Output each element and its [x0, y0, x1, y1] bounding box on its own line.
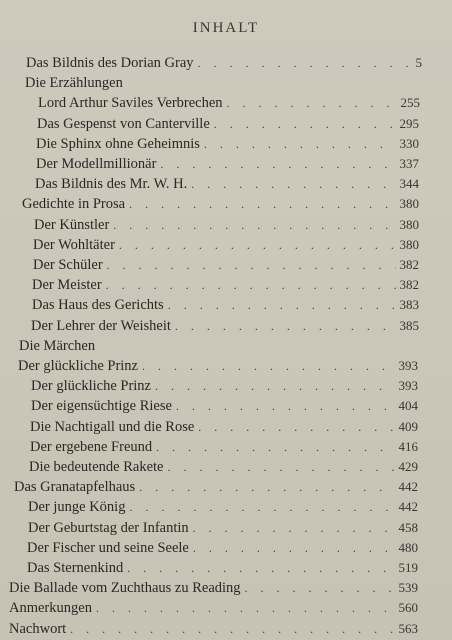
leader-dots [227, 94, 397, 112]
leader-dots [204, 135, 396, 153]
entry-title: Lord Arthur Saviles Verbrechen [38, 95, 223, 111]
entry-page: 255 [400, 95, 420, 110]
entry-title: Die Märchen [19, 338, 96, 354]
toc-entry[interactable] [38, 94, 420, 112]
entry-title: Die bedeutende Rakete [29, 459, 164, 475]
toc-entry[interactable] [14, 478, 418, 496]
entry-page: 458 [398, 520, 418, 535]
entry-page: 560 [398, 600, 418, 615]
entry-page: 330 [399, 136, 419, 151]
entry-page: 519 [398, 560, 418, 575]
leader-dots [70, 620, 394, 638]
entry-page: 5 [415, 55, 422, 70]
entry-title: Der Schüler [33, 257, 103, 273]
leader-dots [245, 579, 395, 597]
toc-entry[interactable] [22, 195, 419, 213]
toc-entry[interactable] [37, 115, 419, 133]
leader-dots [214, 115, 396, 133]
entry-page: 337 [399, 156, 419, 171]
entry-title: Der glückliche Prinz [18, 358, 138, 374]
entry-page: 295 [399, 116, 419, 131]
entry-title: Der Fischer und seine Seele [27, 540, 189, 556]
leader-dots [129, 195, 395, 213]
toc-entry[interactable] [9, 579, 418, 597]
toc-entry[interactable] [36, 155, 419, 173]
entry-title: Nachwort [9, 621, 67, 637]
toc-entry[interactable] [31, 377, 418, 395]
leader-dots [155, 377, 395, 395]
entry-page: 382 [399, 257, 419, 272]
toc-entry[interactable] [33, 236, 419, 254]
toc-entry[interactable] [27, 539, 418, 557]
leader-dots [127, 559, 394, 577]
leader-dots [160, 155, 395, 173]
entry-page: 383 [399, 297, 419, 312]
leader-dots [198, 54, 412, 72]
toc-entry[interactable] [28, 498, 418, 516]
entry-page: 344 [399, 176, 419, 191]
leader-dots [139, 478, 394, 496]
entry-page: 429 [398, 459, 418, 474]
entry-page: 385 [399, 318, 419, 333]
entry-page: 563 [398, 621, 418, 636]
toc-entry[interactable] [30, 418, 418, 436]
entry-title: Das Bildnis des Mr. W. H. [35, 176, 188, 192]
entry-title: Die Nachtigall und die Rose [30, 419, 195, 435]
leader-dots [113, 216, 395, 234]
toc-entry[interactable] [35, 175, 419, 193]
entry-title: Die Sphinx ohne Geheimnis [36, 136, 200, 152]
leader-dots [129, 498, 394, 516]
leader-dots [193, 519, 395, 537]
entry-title: Der eigensüchtige Riese [31, 398, 172, 414]
toc-entry[interactable] [32, 276, 419, 294]
entry-page: 380 [399, 237, 419, 252]
leader-dots [193, 539, 395, 557]
entry-title: Gedichte in Prosa [22, 196, 126, 212]
leader-dots [119, 236, 396, 254]
toc-entry[interactable] [19, 337, 418, 355]
leader-dots [96, 599, 395, 617]
entry-page: 404 [398, 398, 418, 413]
leader-dots [106, 276, 396, 294]
toc-entry[interactable] [34, 216, 419, 234]
entry-title: Das Bildnis des Dorian Gray [26, 55, 194, 71]
entry-title: Der Lehrer der Weisheit [31, 318, 171, 334]
toc-entry[interactable] [31, 397, 418, 415]
entry-title: Der Meister [32, 277, 102, 293]
entry-title: Der Künstler [34, 217, 110, 233]
entry-title: Das Gespenst von Canterville [37, 116, 210, 132]
entry-page: 416 [398, 439, 418, 454]
toc-entry[interactable] [27, 559, 418, 577]
entry-page: 442 [398, 499, 418, 514]
entry-page: 380 [399, 217, 419, 232]
leader-dots [156, 438, 394, 456]
contents-heading: INHALT [192, 20, 260, 36]
toc-entry[interactable] [18, 357, 418, 375]
toc-entry[interactable] [31, 317, 419, 335]
toc-entry[interactable] [28, 519, 418, 537]
entry-page: 442 [398, 479, 418, 494]
entry-page: 393 [398, 358, 418, 373]
leader-dots [167, 458, 394, 476]
leader-dots [142, 357, 395, 375]
entry-title: Die Erzählungen [25, 75, 123, 91]
leader-dots [168, 296, 396, 314]
entry-title: Der Modellmillionär [36, 156, 157, 172]
entry-page: 539 [398, 580, 418, 595]
entry-title: Anmerkungen [9, 600, 92, 616]
entry-page: 480 [398, 540, 418, 555]
leader-dots [198, 418, 394, 436]
entry-title: Das Haus des Gerichts [32, 297, 164, 313]
entry-title: Der ergebene Freund [30, 439, 153, 455]
toc-entry[interactable] [29, 458, 418, 476]
entry-page: 409 [398, 419, 418, 434]
toc-entry[interactable] [30, 438, 418, 456]
entry-title: Der Wohltäter [33, 237, 115, 253]
leader-dots [191, 175, 395, 193]
toc-entry[interactable] [9, 620, 418, 638]
entry-page: 380 [399, 196, 419, 211]
leader-dots [176, 397, 395, 415]
entry-title: Der glückliche Prinz [31, 378, 151, 394]
toc-entry[interactable] [9, 599, 418, 617]
entry-title: Der junge König [28, 499, 126, 515]
leader-dots [107, 256, 396, 274]
entry-title: Das Granatapfelhaus [14, 479, 136, 495]
leader-dots [175, 317, 396, 335]
entry-title: Der Geburtstag der Infantin [28, 520, 189, 536]
toc-entry[interactable] [36, 135, 419, 153]
entry-title: Die Ballade vom Zuchthaus zu Reading [9, 580, 241, 596]
toc-entry[interactable] [26, 54, 422, 72]
entry-title: Das Sternenkind [27, 560, 124, 576]
entry-page: 393 [398, 378, 418, 393]
entry-page: 382 [399, 277, 419, 292]
toc-entry[interactable] [33, 256, 419, 274]
toc-entry[interactable] [32, 296, 419, 314]
toc-entry[interactable] [25, 74, 421, 92]
